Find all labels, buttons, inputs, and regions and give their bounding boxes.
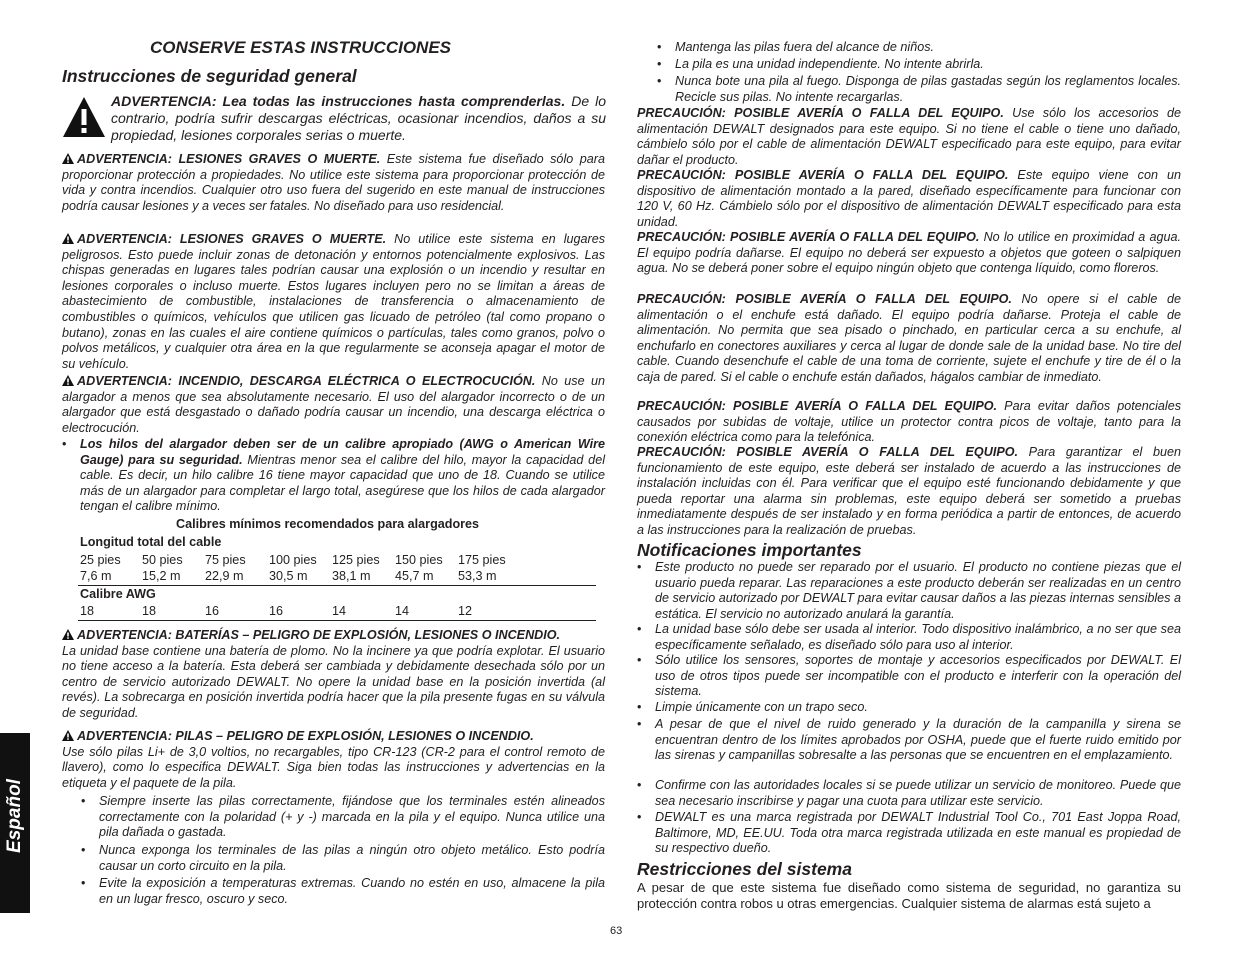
bullet-dot: • <box>62 437 67 451</box>
table-cell: 16 <box>269 604 284 618</box>
table-cell: 125 pies <box>332 553 380 567</box>
warning-2-bold: ADVERTENCIA: LESIONES GRAVES O MUERTE. <box>77 232 387 246</box>
general-safety-heading: Instrucciones de seguridad general <box>62 66 357 86</box>
language-side-tab <box>0 733 30 913</box>
cord-gauge-bullet <box>62 437 605 515</box>
table-cell: 14 <box>395 604 410 618</box>
battery-bullet <box>81 843 605 874</box>
bullet-dot: • <box>637 622 642 636</box>
intro-warning-bold: ADVERTENCIA: Lea todas las instrucciones hasta comprenderlas. <box>111 93 566 109</box>
caution-paragraph-3 <box>637 230 1181 277</box>
table-cell: 50 pies <box>142 553 183 567</box>
notice-bullet <box>637 622 1181 653</box>
notice-bullet <box>637 717 1181 764</box>
bullet-dot: • <box>657 57 662 71</box>
warning-4-text: La unidad base contiene una batería de plomo. No la incinere ya que podría explotar. El usuario no tiene acceso a la batería. Esta deberá ser cambiada y debidamente desechada sólo por un centro de servicio autorizado DEWALT. No opere la unidad base en la posición invertida (al revés). La sobrecarga en posición invertida podría hacer que la pila presente fugas en su válvula de seguridad. <box>62 643 605 720</box>
warning-triangle-icon <box>62 629 74 640</box>
warning-paragraph-1 <box>62 152 605 214</box>
warning-paragraph-4 <box>62 628 605 722</box>
bullet-dot: • <box>81 794 86 808</box>
table-awg-label: Calibre AWG <box>80 587 156 601</box>
warning-1-text: Este sistema fue diseñado sólo para proporcionar protección a propiedades. No utilice este sistema para proporcionar protección de vida y contra incendios. Cualquier otro uso fuera del sugerido en este manual de instrucciones podría causar lesiones y a veces ser fatales. No diseñado para uso residencial. <box>62 152 605 213</box>
table-cell: 18 <box>80 604 95 618</box>
caution-4-bold: PRECAUCIÓN: POSIBLE AVERÍA O FALLA DEL EQUIPO. <box>637 292 1012 306</box>
battery-bullet-text: La pila es una unidad independiente. No intente abrirla. <box>675 57 984 71</box>
table-cell: 15,2 m <box>142 569 181 583</box>
table-cell: 22,9 m <box>205 569 244 583</box>
caution-paragraph-6 <box>637 445 1181 539</box>
table-cell: 100 pies <box>269 553 317 567</box>
battery-bullet-text: Nunca bote una pila al fuego. Disponga de pilas gastadas según los reglamentos locales. Recicle sus pilas. No intente recargarlas. <box>675 74 1181 104</box>
battery-bullet <box>81 794 605 841</box>
keep-instructions-heading: CONSERVE ESTAS INSTRUCCIONES <box>150 38 452 57</box>
intro-warning <box>111 93 606 144</box>
table-divider <box>78 620 596 621</box>
extension-cord-table <box>80 517 605 622</box>
notice-bullet-text: Este producto no puede ser reparado por el usuario. El producto no contiene piezas que el usuario pueda reparar. Las reparaciones a este producto deberán ser realizadas en un centro de servicio autorizado por DEWALT para evitar causar daños a las piezas internas sensibles a estática. El servicio no autorizado anulará la garantía. <box>655 560 1181 621</box>
caution-paragraph-2 <box>637 168 1181 230</box>
notice-bullet <box>637 778 1181 809</box>
warning-triangle-icon <box>62 153 74 164</box>
cord-gauge-bold: Los hilos del alargador deben ser de un calibre apropiado (AWG o American Wire Gauge) para su seguridad. <box>80 437 605 467</box>
caution-6-bold: PRECAUCIÓN: POSIBLE AVERÍA O FALLA DEL EQUIPO. <box>637 445 1019 459</box>
bullet-dot: • <box>657 40 662 54</box>
table-cell: 150 pies <box>395 553 443 567</box>
notice-bullet <box>637 810 1181 857</box>
notice-bullet-text: Sólo utilice los sensores, soportes de montaje y accesorios especificados por DEWALT. El uso de otros tipos puede ser incompatible con el producto e interferir con la operación del sistema. <box>655 653 1181 699</box>
warning-icon <box>62 95 106 139</box>
caution-paragraph-5 <box>637 399 1181 446</box>
warning-3-text: No use un alargador a menos que sea absolutamente necesario. El uso del alargador incorrecto o de un alargador que está desgastado o dañado podría causar un incendio, una descarga eléctrica o electrocución. <box>62 374 605 435</box>
notice-bullet-text: La unidad base sólo debe ser usada al interior. Todo dispositivo inalámbrico, a no ser que sea específicamente señalado, es diseñado sólo para uso al interior. <box>655 622 1181 652</box>
cord-gauge-text: Mientras menor sea el calibre del hilo, mayor la capacidad del cable. Es decir, un hilo calibre 16 tiene mayor capacidad que uno de 18. Cuando se utilice más de un alargador para completar el largo total, asegúrese que los hilos de cada alargador tengan el calibre mínimo. <box>80 452 605 514</box>
table-cell: 53,3 m <box>458 569 497 583</box>
table-cell: 38,1 m <box>332 569 371 583</box>
battery-bullet <box>657 57 1181 73</box>
notice-bullet <box>637 653 1181 700</box>
battery-bullet-text: Mantenga las pilas fuera del alcance de niños. <box>675 40 935 54</box>
bullet-dot: • <box>637 778 642 792</box>
system-restrictions-heading: Restricciones del sistema <box>637 859 852 879</box>
table-title: Calibres mínimos recomendados para alargadores <box>176 517 480 531</box>
table-cell: 45,7 m <box>395 569 434 583</box>
table-cell: 75 pies <box>205 553 246 567</box>
important-notices-heading: Notificaciones importantes <box>637 540 862 560</box>
table-cell: 175 pies <box>458 553 506 567</box>
battery-bullet <box>657 74 1181 105</box>
bullet-dot: • <box>637 700 642 714</box>
battery-bullet-text: Evite la exposición a temperaturas extremas. Cuando no estén en uso, almacene la pila en un lugar fresco, oscuro y seco. <box>99 876 605 906</box>
bullet-dot: • <box>657 74 662 88</box>
table-cell: 16 <box>205 604 220 618</box>
notice-bullet-text: Confirme con las autoridades locales si se puede utilizar un servicio de monitoreo. Puede que sea necesario inscribirse y pagar una cuota para utilizar este servicio. <box>655 778 1181 808</box>
warning-triangle-icon <box>62 375 74 386</box>
bullet-dot: • <box>637 653 642 667</box>
table-cell: 30,5 m <box>269 569 308 583</box>
caution-paragraph-1 <box>637 106 1181 168</box>
language-side-tab-label: Español <box>4 779 25 853</box>
bullet-dot: • <box>81 843 86 857</box>
caution-2-text: Este equipo viene con un dispositivo de alimentación montado a la pared, diseñado específicamente para funcionar con 120 V, 60 Hz. Cámbielo sólo por el dispositivo de alimentación DEWALT especificado para esta unidad. <box>637 168 1181 229</box>
warning-1-bold: ADVERTENCIA: LESIONES GRAVES O MUERTE. <box>77 152 381 166</box>
warning-4-bold: ADVERTENCIA: BATERÍAS – PELIGRO DE EXPLOSIÓN, LESIONES O INCENDIO. <box>77 628 561 642</box>
warning-5-bold: ADVERTENCIA: PILAS – PELIGRO DE EXPLOSIÓN, LESIONES O INCENDIO. <box>77 729 534 743</box>
notice-bullet-text: Limpie únicamente con un trapo seco. <box>655 700 868 714</box>
bullet-dot: • <box>637 560 642 574</box>
battery-bullet-text: Nunca exponga los terminales de las pilas a ningún otro objeto metálico. Esto podría causar un corto circuito en la pila. <box>99 843 605 873</box>
caution-2-bold: PRECAUCIÓN: POSIBLE AVERÍA O FALLA DEL EQUIPO. <box>637 168 1009 182</box>
warning-5-text: Use sólo pilas Li+ de 3,0 voltios, no recargables, tipo CR-123 (CR-2 para el control remoto de llavero), como lo especifica DEWALT. Siga bien todas las instrucciones y advertencias en la etiqueta y el paquete de la pila. <box>62 744 605 790</box>
caution-1-bold: PRECAUCIÓN: POSIBLE AVERÍA O FALLA DEL EQUIPO. <box>637 106 1004 120</box>
notice-bullet <box>637 700 1181 716</box>
page-number: 63 <box>610 925 623 937</box>
table-cell: 14 <box>332 604 347 618</box>
system-restrictions-text: A pesar de que este sistema fue diseñado como sistema de seguridad, no garantiza su protección contra robos u otras emergencias. Cualquier sistema de alarmas está sujeto a <box>637 880 1181 911</box>
table-divider <box>78 585 596 586</box>
table-length-label: Longitud total del cable <box>80 535 222 549</box>
caution-6-text: Para garantizar el buen funcionamiento de este equipo, este deberá ser instalado de acuerdo a las instrucciones de instalación incluidas con él. Para verificar que el equipo esté funcionando debidamente y que pueda reportar una alarma sin problemas, este equipo deberá ser sometido a pruebas inmediatamente después de ser instalado y en forma periódica a partir de entonces, de acuerdo a las instrucciones para la realización de pruebas. <box>637 445 1181 537</box>
battery-bullet <box>81 876 605 907</box>
warning-paragraph-2 <box>62 232 605 372</box>
warning-paragraph-5 <box>62 729 605 791</box>
caution-5-bold: PRECAUCIÓN: POSIBLE AVERÍA O FALLA DEL EQUIPO. <box>637 399 998 413</box>
table-cell: 12 <box>458 604 473 618</box>
table-cell: 7,6 m <box>80 569 112 583</box>
warning-triangle-icon <box>62 730 74 741</box>
notice-bullet-text: DEWALT es una marca registrada por DEWALT Industrial Tool Co., 701 East Joppa Road, Baltimore, MD, EE.UU. Toda otra marca registrada utilizada en este manual es propiedad de su respectivo dueño. <box>655 810 1181 856</box>
notice-bullet-text: A pesar de que el nivel de ruido generado y la duración de la campanilla y sirena se encuentran dentro de los límites aprobados por OSHA, puede que el fuerte ruido emitido por las sirenas y campanillas sobresalte a las personas que se encuentren en el emplazamiento. <box>655 717 1181 763</box>
battery-bullet-text: Siempre inserte las pilas correctamente, fijándose que los terminales estén alineados correctamente con la polaridad (+ y -) marcada en la pila y el equipo. Nunca utilice una pila dañada o gastada. <box>99 794 605 840</box>
warning-triangle-icon <box>62 233 74 244</box>
intro-warning-text: De lo contrario, podría sufrir descargas eléctricas, ocasionar incendios, daños a su propiedad, lesiones corporales serias o muerte. <box>111 93 606 143</box>
caution-paragraph-4 <box>637 292 1181 386</box>
caution-3-bold: PRECAUCIÓN: POSIBLE AVERÍA O FALLA DEL EQUIPO. <box>637 230 980 244</box>
caution-3-text: No lo utilice en proximidad a agua. El equipo podría dañarse. El equipo no deberá ser expuesto a objetos que goteen o salpiquen agua. No se deberá poner sobre el equipo ningún objeto que contenga líquido, como floreros. <box>637 230 1181 276</box>
warning-3-bold: ADVERTENCIA: INCENDIO, DESCARGA ELÉCTRICA O ELECTROCUCIÓN. <box>77 374 536 388</box>
bullet-dot: • <box>81 876 86 890</box>
bullet-dot: • <box>637 810 642 824</box>
caution-1-text: Use sólo los accesorios de alimentación DEWALT designados para este equipo. Si no tiene el cable o tiene uno dañado, cámbielo sólo por el cable de alimentación DEWALT especificado para este equipo, para evitar dañar el producto. <box>637 106 1181 167</box>
warning-2-text: No utilice este sistema en lugares peligrosos. Esto puede incluir zonas de detonación y entornos potencialmente explosivos. Las chispas generadas en lugares tales podrían causar una explosión o un incendio y resultar en lesiones corporales o incluso muerte. Estos lugares incluyen pero no se limitan a áreas de abastecimiento de combustible, instalaciones de transferencia o almacenamiento de combustibles o químicos, vehículos que utilicen gas licuado de petróleo (tal como propano o butano), zonas en las cuales el aire contiene químicos o partículas, tales como granos, polvo o polvos metálicos, y cualquier otra área en la que regularmente se aconseja apagar el motor de su vehículo. <box>62 232 605 371</box>
notice-bullet <box>637 560 1181 622</box>
caution-5-text: Para evitar daños potenciales causados por subidas de voltaje, utilice un protector contra picos de voltaje, tanto para la conexión eléctrica como para la telefónica. <box>637 399 1182 445</box>
warning-paragraph-3 <box>62 374 605 436</box>
caution-4-text: No opere si el cable de alimentación o el enchufe está dañado. El equipo podría dañarse. Proteja el cable de alimentación. No permita que sea pisado o pinchado, en particular cerca a su enchufe, al enchufarlo en conectores auxiliares y cerca al lugar de donde sale de la unidad base. No tire del cable. Cuando desenchufe el cable de una toma de corriente, sujete el enchufe y tire de él o la caja de pared. Si el cable o enchufe están dañados, hágalos cambiar de inmediato. <box>637 292 1181 384</box>
battery-bullet <box>657 40 1181 56</box>
table-cell: 18 <box>142 604 157 618</box>
table-cell: 25 pies <box>80 553 121 567</box>
bullet-dot: • <box>637 717 642 731</box>
